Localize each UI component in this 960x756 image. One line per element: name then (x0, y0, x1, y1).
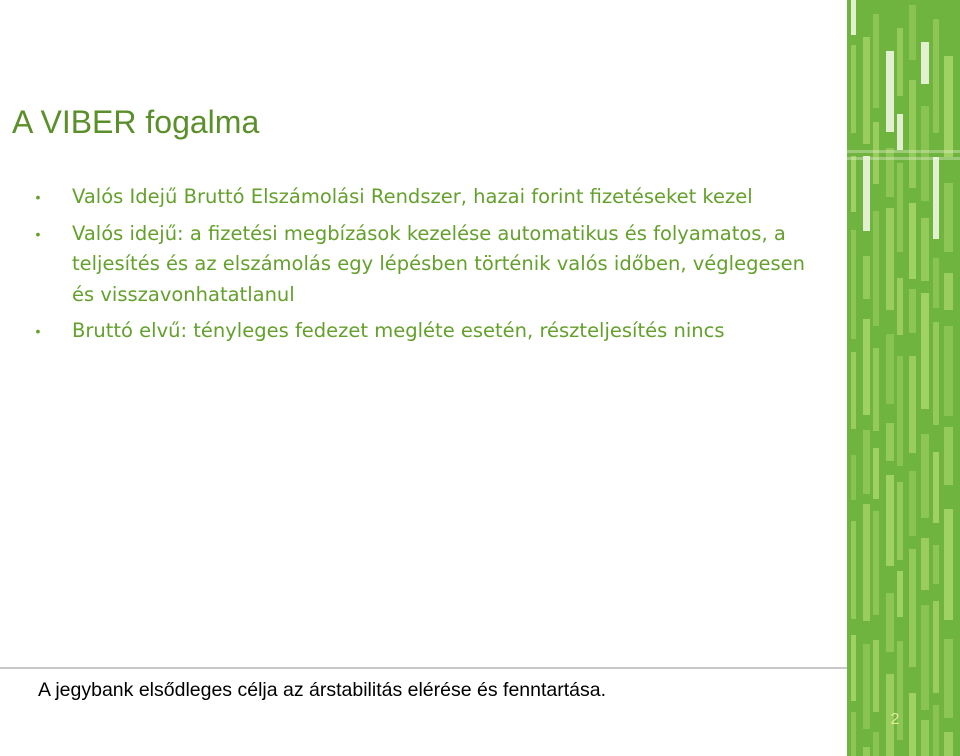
stripe-segment (921, 218, 929, 281)
stripe-segment (886, 334, 894, 404)
stripe-segment (897, 356, 903, 466)
stripe-segment (863, 319, 870, 415)
stripe-segment (873, 448, 879, 499)
stripe-segment (851, 455, 856, 500)
stripe-segment (897, 114, 903, 150)
stripe-segment (897, 28, 903, 96)
stripe-segment (851, 635, 856, 701)
stripe-segment (944, 732, 953, 756)
stripe-segment (944, 56, 953, 157)
stripe-segment (897, 163, 903, 252)
stripe-band (847, 157, 960, 160)
stripe-segment (897, 278, 903, 335)
bullet-item (32, 182, 812, 213)
stripe-segment (921, 538, 929, 590)
bullet-text: Valós Idejű Bruttó Elszámolási Rendszer, hazai forint fizetéseket kezel (72, 185, 753, 208)
stripe-segment (873, 348, 879, 431)
stripe-segment (944, 509, 953, 620)
stripe-segment (944, 273, 953, 310)
page-number: 2 (890, 711, 900, 728)
stripe-segment (886, 423, 894, 461)
bullet-item (32, 219, 812, 311)
stripe-segment (863, 747, 870, 756)
stripe-segment (851, 0, 856, 35)
stripe-segment (933, 545, 939, 584)
stripe-segment (863, 256, 870, 299)
stripe-band (847, 150, 960, 153)
stripe-segment (851, 352, 856, 429)
stripe-segment (863, 430, 870, 494)
slide-title: A VIBER fogalma (12, 104, 260, 140)
footer-divider (0, 667, 925, 669)
stripe-segment (863, 37, 870, 144)
bullet-text: Valós idejű: a fizetési megbízások kezelése automatikus és folyamatos, a teljesítés és az elszámolás egy lépésben történik valós időben, véglegesen és visszavonhatatlanul (72, 221, 805, 306)
stripe-segment (886, 208, 894, 310)
stripe-pattern (847, 0, 960, 756)
stripe-segment (897, 482, 903, 560)
footer-text: A jegybank elsődleges célja az árstabilitás elérése és fenntartása. (38, 679, 607, 701)
stripe-segment (944, 183, 953, 252)
stripe-segment (873, 640, 879, 712)
stripe-segment (851, 156, 856, 212)
stripe-segment (933, 601, 939, 693)
stripe-segment (897, 571, 903, 617)
stripe-segment (944, 427, 953, 485)
stripe-segment (886, 148, 894, 197)
stripe-segment (873, 14, 879, 108)
stripe-segment (944, 639, 953, 718)
stripe-segment (863, 504, 870, 621)
stripe-segment (909, 471, 916, 536)
stripe-segment (933, 452, 939, 523)
stripe-segment (933, 19, 939, 133)
stripe-segment (873, 732, 879, 756)
stripe-segment (886, 593, 894, 652)
stripe-segment (851, 45, 856, 133)
stripe-segment (921, 106, 929, 201)
stripe-segment (909, 80, 916, 188)
stripe-segment (909, 549, 916, 667)
bullet-text: Bruttó elvű: tényleges fedezet megléte esetén, részteljesítés nincs (72, 319, 725, 342)
stripe-segment (909, 5, 916, 60)
stripe-segment (909, 356, 916, 453)
stripe-segment (873, 211, 879, 326)
stripe-segment (933, 157, 939, 239)
stripe-segment (909, 289, 916, 333)
stripe-segment (921, 434, 929, 518)
bullet-item (32, 316, 812, 347)
bullet-marker: • (35, 323, 41, 339)
stripe-segment (921, 605, 929, 710)
stripe-segment (921, 293, 929, 409)
stripe-segment (851, 521, 856, 619)
stripe-segment (873, 511, 879, 615)
bullet-marker: • (35, 225, 41, 242)
stripe-segment (886, 475, 894, 566)
bullet-list (32, 182, 812, 353)
stripe-segment (909, 203, 916, 279)
decorative-side-panel (847, 0, 960, 756)
stripe-segment (863, 156, 870, 231)
bullet-marker: • (35, 189, 41, 205)
stripe-segment (933, 258, 939, 308)
stripe-segment (851, 230, 856, 339)
stripe-segment (933, 322, 939, 425)
stripe-segment (944, 326, 953, 416)
stripe-segment (886, 51, 894, 132)
stripe-segment (921, 42, 929, 84)
